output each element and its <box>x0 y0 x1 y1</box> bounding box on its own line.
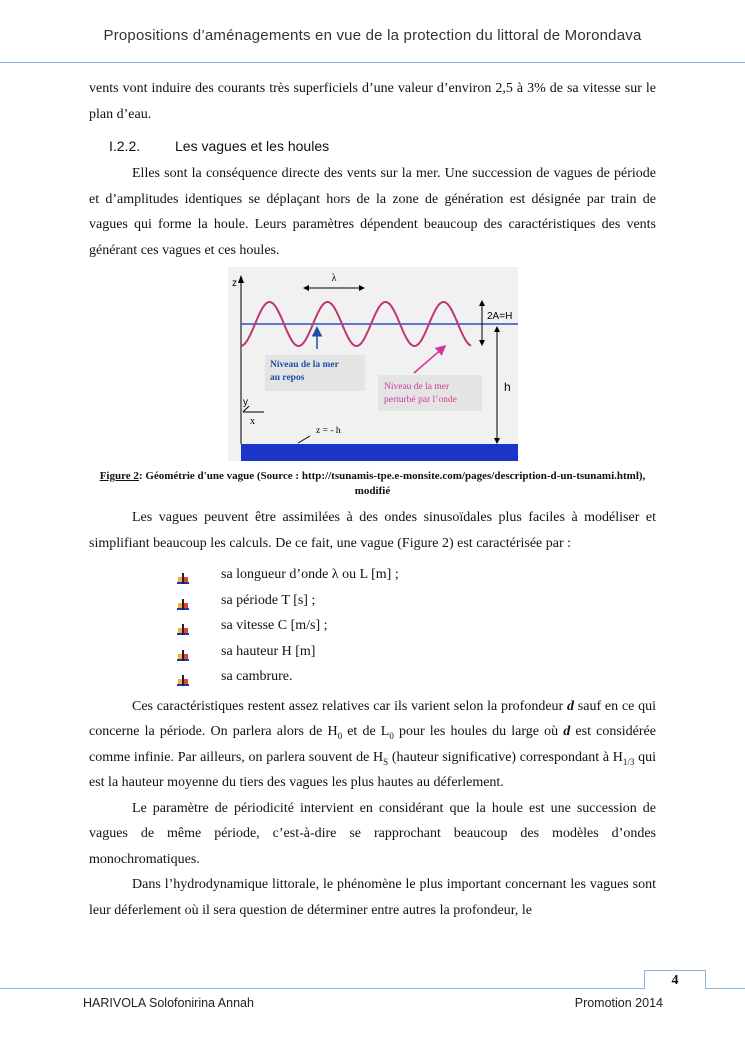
bullet-icon <box>177 620 189 632</box>
bullet-icon <box>177 569 189 581</box>
depth-symbol: d <box>563 724 571 739</box>
list-item <box>177 562 656 588</box>
section-title: Les vagues et les houles <box>175 138 330 154</box>
subscript-h0: 0 <box>337 730 343 741</box>
perturbed-text-1: Niveau de la mer <box>383 382 449 392</box>
bullet-icon <box>177 671 189 683</box>
list-item-text: sa hauteur H [m] <box>221 643 316 659</box>
paragraph-hydrodynamics: Dans l’hydrodynamique littorale, le phénomène le plus important concernant les vagues sont leur déferlement où il sera question de déterminer entre autres la profondeur, le <box>89 877 656 918</box>
paragraph-sinusoidal: Les vagues peuvent être assimilées à des ondes sinusoïdales plus faciles à modéliser et simplifiant beaucoup les calculs. De ce fait, une vague (Figure 2) est caractérisée par : <box>89 510 656 551</box>
caption-text: : Géométrie d'une vague (Source : http://tsunamis-tpe.e-monsite.com/pages/description-d-un-tsunami.html), modifié <box>138 470 646 497</box>
section-heading <box>109 135 656 157</box>
z-axis-label: z <box>231 278 237 289</box>
para3-text-1: Ces caractéristiques restent assez relatives car ils varient selon la profondeur <box>132 698 567 714</box>
para3-text-6: (hauteur significative) correspondant à H <box>388 749 623 765</box>
rest-level-text-2: au repos <box>269 373 304 383</box>
list-item-text: sa vitesse C [m/s] ; <box>221 618 328 633</box>
list-item-text: sa cambrure. <box>221 669 293 684</box>
perturbed-text-2: perturbé par l’onde <box>383 395 457 405</box>
list-item <box>177 664 656 690</box>
figure-caption <box>89 469 656 499</box>
x-axis-label: x <box>249 416 255 427</box>
para3-text-5: est considérée comme infinie. Par ailleurs, on parlera souvent de H <box>89 724 656 765</box>
paragraph-vagues: Elles sont la conséquence directe des vents sur la mer. Une succession de vagues de période et d’amplitudes identiques se déplaçant hors de la zone de génération est désignée par train de vagues qui forme la houle. Leurs paramètres dépendent beaucoup des caractéristiques des vents générant ces vagues et ces houles. <box>89 166 656 258</box>
list-item-text: sa période T [s] ; <box>221 592 316 608</box>
seabed <box>241 444 518 461</box>
wave-geometry-figure <box>228 267 518 461</box>
para3-text-2: sauf en ce qui concerne la période. On parlera alors de H <box>89 698 656 739</box>
amplitude-label: 2A=H <box>486 311 512 322</box>
depth-symbol: d <box>567 698 574 714</box>
rest-level-text-1: Niveau de la mer <box>269 360 339 370</box>
paragraph-characteristics <box>89 694 656 796</box>
perturbed-box <box>378 375 482 411</box>
paragraph-periodicity: Le paramètre de périodicité intervient en considérant que la houle est une succession de vagues de même période, c’est-à-dire se rapprochant beaucoup des modèles d’ondes monochromatiques. <box>89 800 656 867</box>
header-title: Propositions d’aménagements en vue de la protection du littoral de Morondava <box>103 27 642 44</box>
bullet-icon <box>177 646 189 658</box>
list-item <box>177 588 656 614</box>
page-content <box>89 76 656 923</box>
subscript-hs: S <box>383 756 389 767</box>
para3-text-3: et de L <box>342 724 390 739</box>
wavelength-label: λ <box>331 273 336 284</box>
wave-characteristics-list <box>89 562 656 690</box>
section-number: I.2.2. <box>109 138 141 154</box>
subscript-l0: 0 <box>389 730 394 741</box>
list-item-text: sa longueur d’onde λ ou L [m] ; <box>221 567 399 582</box>
footer-author: HARIVOLA Solofonirina Annah <box>83 996 254 1010</box>
bullet-icon <box>177 595 189 607</box>
list-item <box>177 613 656 639</box>
para3-text-7: qui est la hauteur moyenne du tiers des vagues les plus hautes au déferlement. <box>89 749 657 790</box>
depth-label: h <box>503 380 511 394</box>
page-header <box>0 0 745 63</box>
list-item <box>177 639 656 665</box>
footer-promotion: Promotion 2014 <box>574 996 663 1010</box>
intro-paragraph: vents vont induire des courants très superficiels d’une valeur d’environ 2,5 à 3% de sa vitesse sur le plan d’eau. <box>89 81 656 122</box>
page-number: 4 <box>644 970 706 989</box>
y-axis-label: y <box>242 397 248 408</box>
caption-label: Figure 2 <box>99 470 139 482</box>
wave-diagram <box>228 267 518 461</box>
footer-divider <box>0 988 745 989</box>
subscript-h13: 1/3 <box>622 756 635 767</box>
para3-text-4: pour les houles du large où <box>393 724 564 739</box>
bottom-label: z = - h <box>315 426 341 436</box>
